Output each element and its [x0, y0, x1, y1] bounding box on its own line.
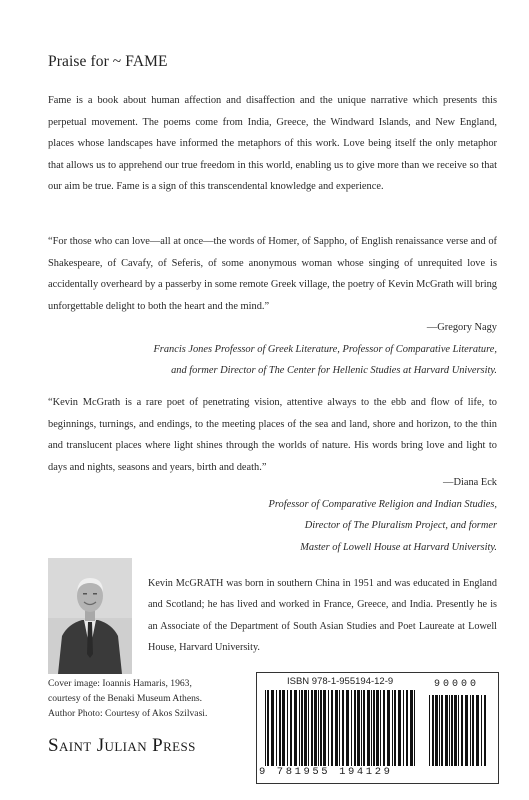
page-title: Praise for ~ FAME: [48, 53, 168, 70]
barcode-digits: 9 781955 194129: [259, 766, 393, 778]
credit-line: Author Photo: Courtesy of Akos Szilvasi.: [48, 708, 208, 719]
author-affiliation: and former Director of The Center for Hellenic Studies at Harvard University.: [171, 365, 497, 377]
author-affiliation: Director of The Pluralism Project, and former: [304, 520, 497, 532]
publisher-logo: Saint Julian Press: [48, 735, 196, 756]
author-photo: [48, 558, 132, 674]
blurb-attribution: [269, 472, 497, 558]
quote-author: —Diana Eck: [443, 477, 497, 488]
author-affiliation: Professor of Comparative Religion and Indian Studies,: [268, 498, 497, 510]
addon-barcode-bars: [427, 695, 489, 766]
blurb-quote: [48, 392, 497, 478]
quote-text: “Kevin McGrath is a rare poet of penetrating vision, attentive always to the ebb and flow of life, to beginnings, turnings, and endings, to the meeting places of the sea and land, shore and horizon, to the thin and translucent places where light shines through the worlds of nature. His words bring love and light to days and nights, seasons and years, birth and death.”: [48, 397, 497, 473]
quote-text: “For those who can love—all at once—the words of Homer, of Sappho, of English renaissance verse and of Shakespeare, of Cavafy, of Seferis, of some anonymous woman whose singing of unrequited love is accidentally overheard by a passerby in some remote Greek village, the poetry of Kevin McGrath will bring unforgettable delight to both the heart and the mind.”: [48, 236, 497, 312]
description-text: Fame is a book about human affection and disaffection and the unique narrative which presents this perpetual movement. The poems come from India, Greece, the Windward Islands, and New England, places whose landscapes have informed the metaphors of this work. Love being itself the only metaphor that allows us to apprehend our true freedom in this world, enabling us to give more than we receive so that our aim be true. Fame is a sign of this transcendental knowledge and experience.: [48, 95, 497, 193]
barcode-bars: [263, 690, 417, 766]
blurb-quote: [48, 231, 497, 317]
price-addon-number: 90000: [434, 679, 480, 690]
author-affiliation: Francis Jones Professor of Greek Literature, Professor of Comparative Literature,: [153, 343, 497, 355]
isbn-barcode: [256, 672, 499, 784]
isbn-number: ISBN 978-1-955194-12-9: [287, 676, 394, 687]
quote-author: —Gregory Nagy: [426, 322, 497, 333]
credit-line: courtesy of the Benaki Museum Athens.: [48, 693, 203, 704]
author-affiliation: Master of Lowell House at Harvard University.: [300, 541, 497, 553]
blurb-attribution: [153, 317, 497, 382]
book-description: [48, 90, 497, 198]
author-bio: Kevin McGRATH was born in southern China in 1951 and was educated in England and Scotland; he has lived and worked in France, Greece, and India. Presently he is an Associate of the Department of South Asian Studies and Poet Laureate at Lowell House, Harvard University.: [148, 578, 497, 654]
credit-line: Cover image: Ioannis Hamaris, 1963,: [48, 678, 192, 689]
image-credits: [48, 676, 248, 721]
